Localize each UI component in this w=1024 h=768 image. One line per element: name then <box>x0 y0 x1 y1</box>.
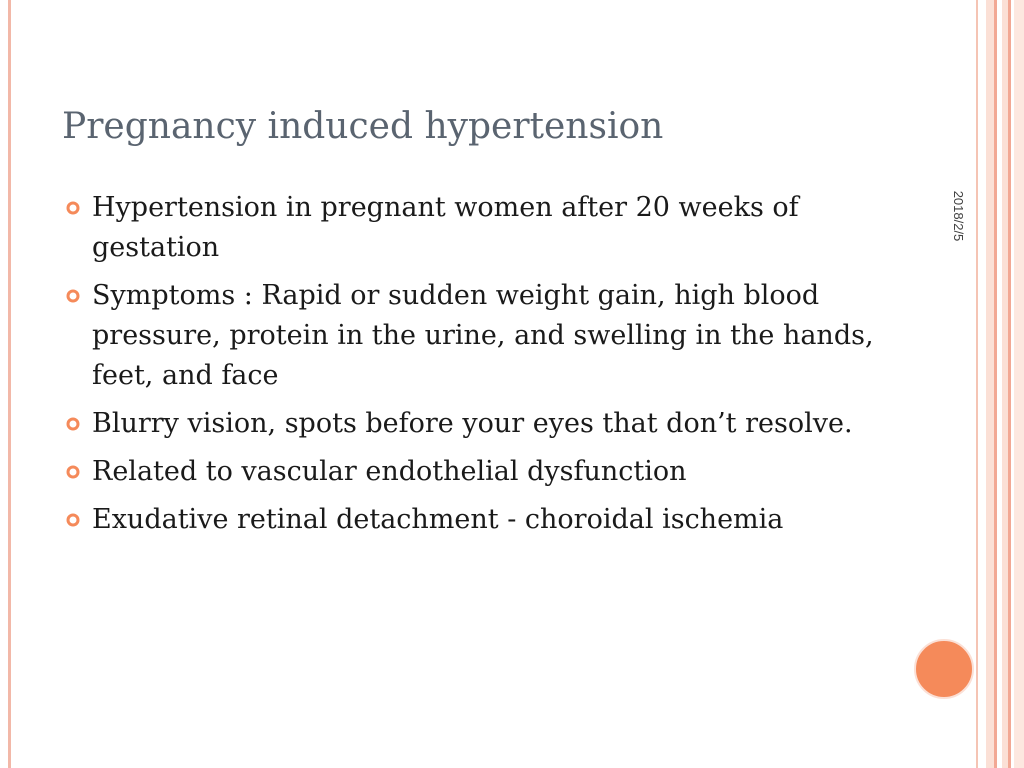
slide-date: 2018/2/5 <box>951 190 966 242</box>
orange-circle-icon <box>914 639 974 699</box>
right-border-stripe <box>1014 0 1024 768</box>
right-border-stripe <box>986 0 994 768</box>
bullet-item <box>62 188 892 268</box>
right-border-stripe <box>1008 0 1011 768</box>
right-border-stripe <box>976 0 978 768</box>
bullet-item <box>62 452 892 492</box>
bullet-list <box>62 188 892 548</box>
ring-bullet-icon <box>66 289 80 303</box>
bullet-item <box>62 404 892 444</box>
bullet-text: Exudative retinal detachment - choroidal ischemia <box>92 504 784 535</box>
ring-bullet-icon <box>66 465 80 479</box>
ring-bullet-icon <box>66 201 80 215</box>
bullet-text: Hypertension in pregnant women after 20 weeks of gestation <box>92 192 799 263</box>
slide-title: Pregnancy induced hypertension <box>62 106 664 147</box>
bullet-text: Symptoms : Rapid or sudden weight gain, high blood pressure, protein in the urine, and swelling in the hands, feet, and face <box>92 280 874 391</box>
ring-bullet-icon <box>66 513 80 527</box>
bullet-item <box>62 276 892 396</box>
bullet-text: Blurry vision, spots before your eyes that don’t resolve. <box>92 408 853 439</box>
bullet-item <box>62 500 892 540</box>
ring-bullet-icon <box>66 417 80 431</box>
bullet-text: Related to vascular endothelial dysfunction <box>92 456 687 487</box>
left-border-line <box>8 0 11 768</box>
right-border-stripe <box>994 0 997 768</box>
